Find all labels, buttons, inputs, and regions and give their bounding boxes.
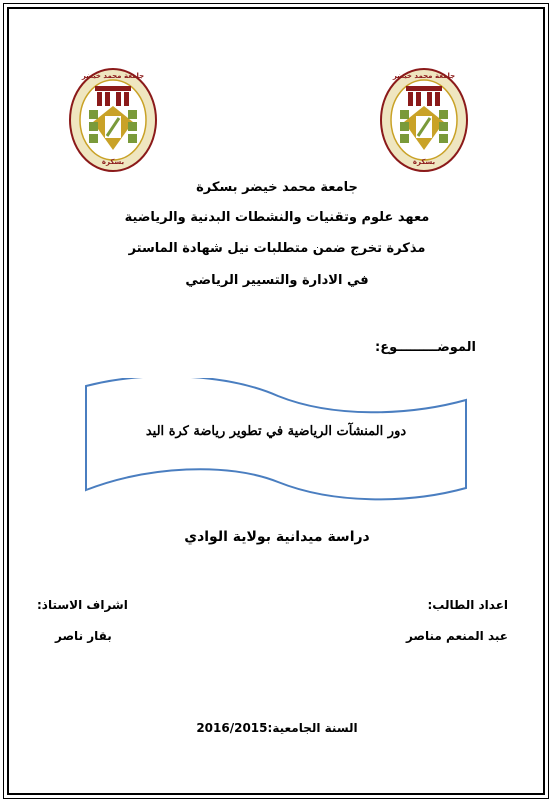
university-logo-left [67, 66, 159, 174]
logo-arc-text-bottom: بسكرة [412, 158, 436, 166]
student-name: عبد المنعم مناصر [405, 629, 508, 643]
logo-arc-text-bottom: بسكرة [101, 158, 125, 166]
institute-name: معهد علوم وتقنيات والنشطات البدنية والرياضية [124, 210, 430, 225]
academic-year: السنة الجامعية:2016/2015 [196, 721, 358, 735]
title-scroll-banner [78, 378, 474, 506]
subject-label: الموضـــــــــوع: [375, 340, 476, 355]
supervisor-name: بقار ناصر [55, 629, 112, 643]
supervisor-label: اشراف الاستاذ: [37, 598, 128, 612]
thesis-title: دور المنشآت الرياضية في تطوير رياضة كرة اليد [145, 424, 407, 439]
university-name: جامعة محمد خيضر بسكرة [196, 180, 358, 195]
memo-description: مذكرة تخرج ضمن متطلبات نيل شهادة الماستر [128, 241, 426, 256]
student-label: اعداد الطالب: [427, 598, 508, 612]
specialty-line: في الادارة والتسيير الرياضي [185, 273, 369, 288]
field-study-line: دراسة ميدانية بولاية الوادي [184, 529, 370, 545]
university-logo-right [378, 66, 470, 174]
logo-arc-text-top: جامعة محمد خيضر [81, 72, 145, 80]
logo-arc-text-top: جامعة محمد خيضر [392, 72, 456, 80]
